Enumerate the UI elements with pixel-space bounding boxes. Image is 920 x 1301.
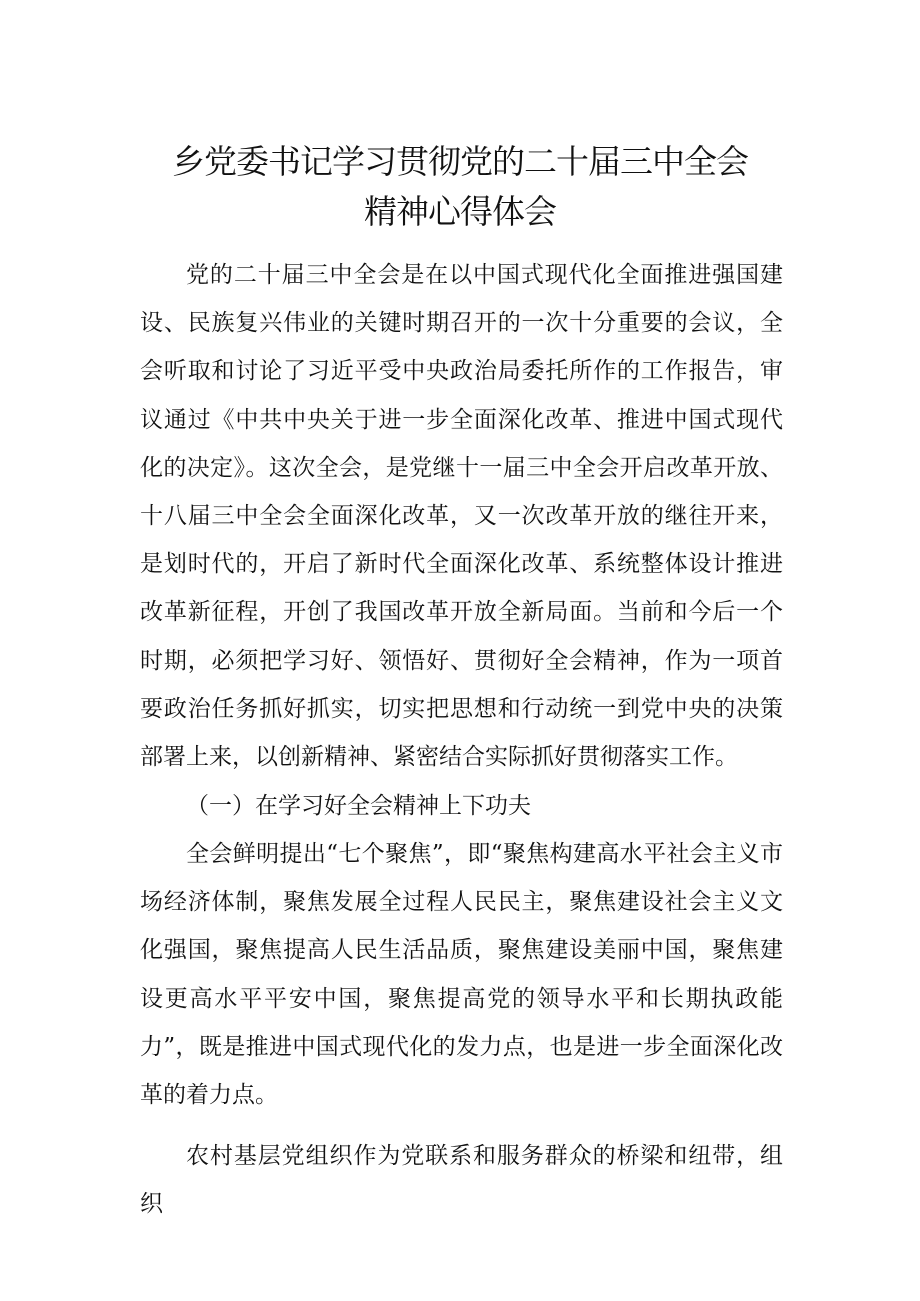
paragraph-rural-party <box>140 1132 783 1228</box>
section-heading <box>140 782 783 830</box>
document-title-line-1: 乡党委书记学习贯彻党的二十届三中全会 <box>172 142 748 181</box>
paragraph-intro <box>140 251 783 781</box>
paragraph-text: 农村基层党组织作为党联系和服务群众的桥梁和纽带，组织 <box>140 1143 783 1218</box>
paragraph-seven-focuses <box>140 830 783 1119</box>
paragraph-text: 党的二十届三中全会是在以中国式现代化全面推进强国建设、民族复兴伟业的关键时期召开的一次十分重要的会议，全会听取和讨论了习近平受中央政治局委托所作的工作报告，审议通过《中共中央关于进一步全面深化改革、推进中国式现代化的决定》。这次全会，是党继十一届三中全会开启改革开放、十八届三中全会全面深化改革，又一次改革开放的继往开来，是划时代的，开启了新时代全面深化改革、系统整体设计推进改革新征程，开创了我国改革开放全新局面。当前和今后一个时期，必须把学习好、领悟好、贯彻好全会精神，作为一项首要政治任务抓好抓实，切实把思想和行动统一到党中央的决策部署上来，以创新精神、紧密结合实际抓好贯彻落实工作。 <box>140 262 783 771</box>
document-title-line-2: 精神心得体会 <box>364 192 556 231</box>
paragraph-text: 全会鲜明提出“七个聚焦”，即“聚焦构建高水平社会主义市场经济体制，聚焦发展全过程人民民主，聚焦建设社会主义文化强国，聚焦提高人民生活品质，聚焦建设美丽中国，聚焦建设更高水平平安中国，聚焦提高党的领导水平和长期执政能力”，既是推进中国式现代化的发力点，也是进一步全面深化改革的着力点。 <box>140 841 783 1109</box>
section-heading-text: （一）在学习好全会精神上下功夫 <box>186 793 531 819</box>
